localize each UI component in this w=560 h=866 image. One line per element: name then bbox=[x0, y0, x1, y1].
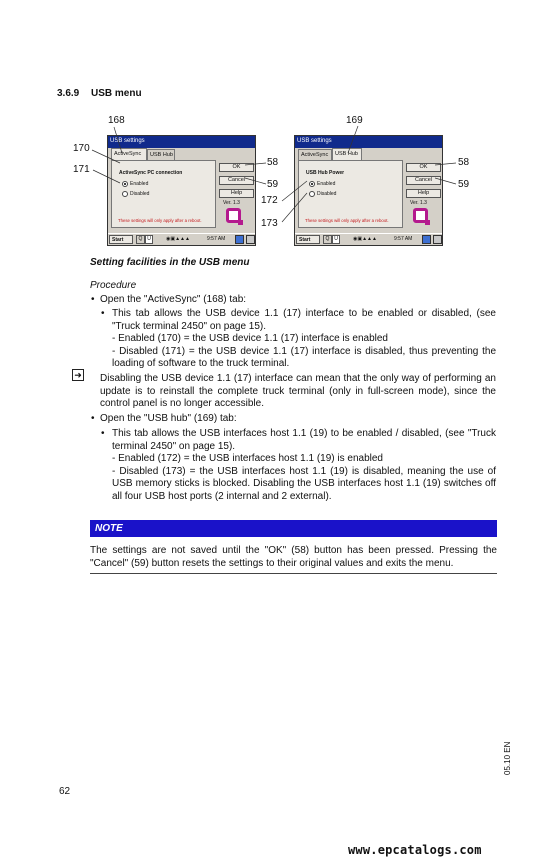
ok-button[interactable]: OK bbox=[406, 163, 441, 172]
leader-58-left bbox=[245, 163, 266, 165]
version-label: Ver. 1.3 bbox=[410, 200, 427, 206]
leader-59-left bbox=[245, 178, 266, 184]
leader-168 bbox=[114, 127, 122, 153]
callout-172: 172 bbox=[261, 195, 278, 206]
callout-173: 173 bbox=[261, 218, 278, 229]
subheading: Setting facilities in the USB menu bbox=[90, 257, 250, 268]
tab-activesync[interactable]: ActiveSync bbox=[298, 149, 332, 160]
page-number: 62 bbox=[59, 786, 71, 797]
start-button[interactable]: Start bbox=[109, 235, 133, 244]
leader-173 bbox=[282, 193, 307, 222]
callout-169: 169 bbox=[346, 115, 363, 126]
window-title: USB settings bbox=[295, 136, 442, 148]
tray-icons: ◉▣▲▲▲ bbox=[166, 236, 190, 242]
ok-button[interactable]: OK bbox=[219, 163, 254, 172]
bullet-open-activesync bbox=[90, 294, 496, 307]
note-text: The settings are not saved until the "OK" (58) button has been pressed. Pressing the "Cancel" (59) button resets the settings to their original values and exits the menu. bbox=[90, 545, 497, 569]
reboot-note: These settings will only apply after a reboot. bbox=[305, 218, 389, 223]
tray-icons: ◉▣▲▲▲ bbox=[353, 236, 377, 242]
tab-usb-hub[interactable]: USB Hub bbox=[147, 149, 175, 160]
help-button[interactable]: Help bbox=[219, 189, 254, 198]
note-divider bbox=[90, 573, 497, 574]
radio-enabled-label: Enabled bbox=[317, 181, 336, 187]
section-title: USB menu bbox=[91, 88, 142, 99]
radio-enabled-label: Enabled bbox=[130, 181, 149, 187]
leader-170 bbox=[92, 150, 120, 163]
activesync-description: • This tab allows the USB device 1.1 (17) interface to be enabled or disabled, (see "Truck terminal 2450" on page 15). bbox=[112, 308, 496, 332]
tab-activesync[interactable]: ActiveSync bbox=[111, 148, 147, 160]
callout-59-left: 59 bbox=[267, 179, 279, 190]
tab-usb-hub[interactable]: USB Hub bbox=[332, 148, 362, 160]
note-banner: NOTE bbox=[90, 520, 497, 537]
input-panel-icon[interactable]: U bbox=[145, 235, 153, 244]
panel-title: ActiveSync PC connection bbox=[119, 170, 183, 176]
activesync-disabled-desc: - Disabled (171) = the USB device 1.1 (17) interface is disabled, thus preventing the loading of software to the truck terminal. bbox=[112, 345, 496, 369]
usb-hub-enabled-desc: - Enabled (172) = the USB interfaces host 1.1 (19) is enabled bbox=[112, 453, 383, 464]
callout-58-right: 58 bbox=[458, 157, 470, 168]
keyboard-icon[interactable]: Q bbox=[323, 235, 332, 244]
bullet-text: • Open the "ActiveSync" (168) tab: bbox=[100, 294, 247, 305]
cancel-button[interactable]: Cancel bbox=[219, 176, 254, 185]
window-title: USB settings bbox=[108, 136, 255, 148]
radio-disabled-label: Disabled bbox=[130, 191, 150, 197]
input-panel-icon[interactable]: U bbox=[332, 235, 340, 244]
bullet-usb-hub-details bbox=[100, 428, 496, 503]
bullet-text: • Open the "USB hub" (169) tab: bbox=[100, 413, 237, 424]
website-watermark[interactable]: www.epcatalogs.com bbox=[348, 843, 482, 857]
procedure-label: Procedure bbox=[90, 280, 137, 291]
info-text: Disabling the USB device 1.1 (17) interface can mean that the only way of performing an update is to reinstall the complete truck terminal (only in full-screen mode), since the control panel is no longer accessible. bbox=[100, 373, 496, 409]
usb-hub-description: • This tab allows the USB interfaces host 1.1 (19) to be enabled / disabled, (see "Truck terminal 2450" on page 15). bbox=[112, 428, 496, 452]
help-button[interactable]: Help bbox=[406, 189, 441, 198]
reboot-note: These settings will only apply after a reboot. bbox=[118, 218, 202, 223]
bullet-open-usb-hub bbox=[90, 413, 496, 426]
leader-171 bbox=[93, 170, 120, 183]
usb-hub-disabled-desc: - Disabled (173) = the USB interfaces host 1.1 (19) is disabled, meaning the use of USB memory sticks is blocked. Disabling the USB interfaces host 1.1 (19) switches off all four USB host ports (2 internal and 2 external). bbox=[112, 465, 496, 502]
radio-disabled-label: Disabled bbox=[317, 191, 337, 197]
section-number: 3.6.9 bbox=[57, 88, 80, 99]
bullet-activesync-details bbox=[100, 308, 496, 371]
start-button[interactable]: Start bbox=[296, 235, 320, 244]
callout-168: 168 bbox=[108, 115, 125, 126]
activesync-enabled-desc: - Enabled (170) = the USB device 1.1 (17) interface is enabled bbox=[112, 333, 388, 344]
keyboard-icon[interactable]: Q bbox=[136, 235, 145, 244]
leader-58-right bbox=[435, 163, 456, 165]
callout-170: 170 bbox=[73, 143, 90, 154]
callout-171: 171 bbox=[73, 164, 90, 175]
document-code: 05.10 EN bbox=[503, 741, 512, 775]
leader-172 bbox=[282, 181, 307, 201]
version-label: Ver. 1.3 bbox=[223, 200, 240, 206]
leader-59-right bbox=[435, 178, 456, 184]
clock: 9:57 AM bbox=[207, 236, 226, 242]
callout-59-right: 59 bbox=[458, 179, 470, 190]
callout-58-left: 58 bbox=[267, 157, 279, 168]
cancel-button[interactable]: Cancel bbox=[406, 176, 441, 185]
clock: 9:57 AM bbox=[394, 236, 413, 242]
leader-169 bbox=[348, 126, 358, 153]
panel-title: USB Hub Power bbox=[306, 170, 345, 176]
info-arrow-icon: ➜ bbox=[72, 369, 84, 381]
